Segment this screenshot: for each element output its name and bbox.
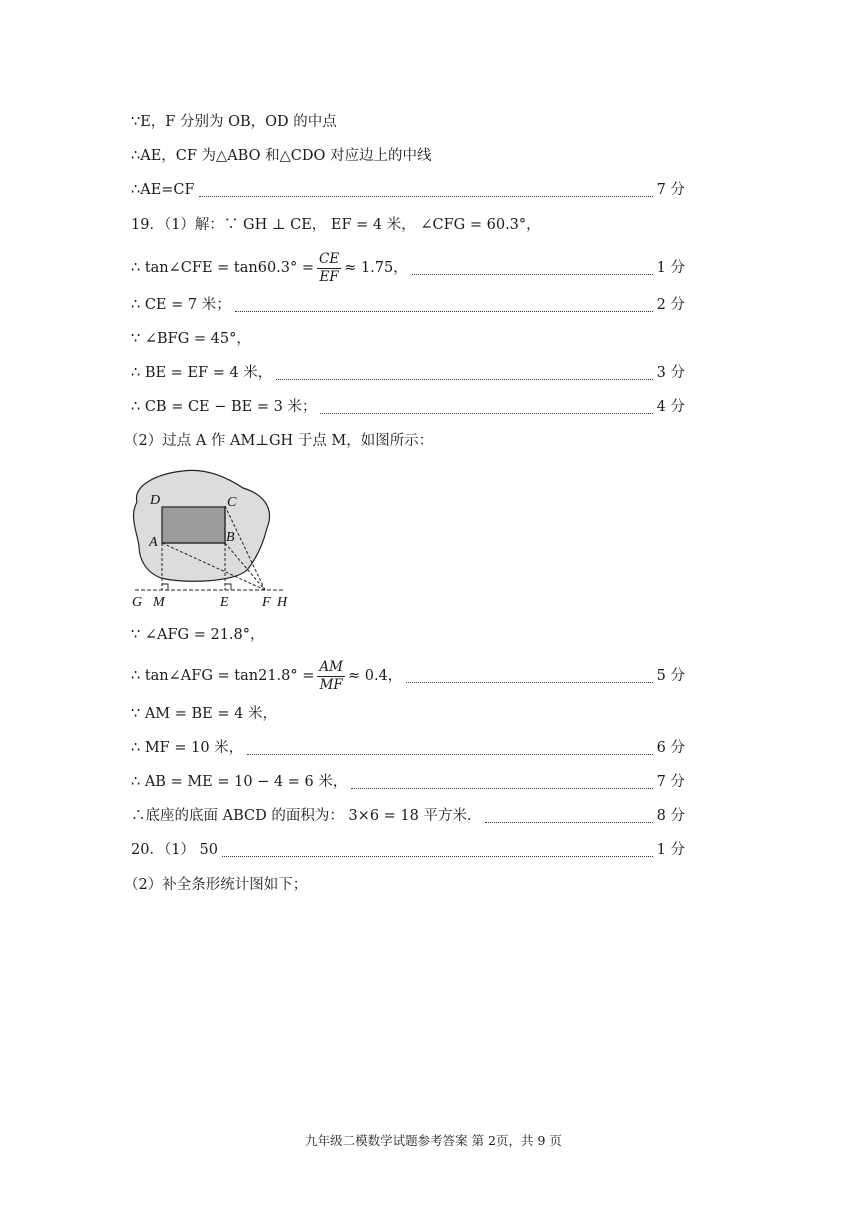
score: 8 分 bbox=[656, 808, 685, 824]
score: 7 分 bbox=[656, 774, 685, 790]
line-6: ∵ ∠BFG = 45°， bbox=[131, 331, 251, 347]
leader-dots bbox=[406, 670, 652, 683]
leader-dots bbox=[247, 742, 652, 755]
label-g: G bbox=[132, 595, 143, 610]
line-8: ∴ CB = CE − BE = 3 米； 4 分 bbox=[131, 395, 685, 419]
geometry-figure bbox=[125, 466, 295, 616]
line-9: （2）过点 A 作 AM⊥GH 于点 M，如图所示： bbox=[124, 433, 434, 449]
leader-dots bbox=[235, 299, 653, 312]
leader-dots bbox=[276, 367, 652, 380]
fraction-am-mf: $\frac{AM}{MF}$ bbox=[319, 658, 343, 693]
label-f: F bbox=[262, 595, 271, 610]
line-7: ∴ BE = EF = 4 米， 3 分 bbox=[131, 361, 685, 385]
line-15: ∴底座的底面 ABCD 的面积为： 3×6 = 18 平方米． 8 分 bbox=[131, 804, 685, 828]
line-16: 20．（1） 50 1 分 bbox=[131, 838, 685, 862]
line-0: ∵E，F 分别为 OB，OD 的中点 bbox=[131, 114, 337, 130]
label-b: B bbox=[226, 530, 235, 545]
score: 4 分 bbox=[656, 399, 685, 415]
line-5: ∴ CE = 7 米； 2 分 bbox=[131, 293, 685, 317]
line-17: （2）补全条形统计图如下； bbox=[124, 877, 308, 893]
leader-dots bbox=[485, 810, 652, 823]
base-rect bbox=[162, 507, 225, 543]
score: 7 分 bbox=[656, 182, 685, 198]
score: 1 分 bbox=[656, 842, 685, 858]
score: 5 分 bbox=[656, 668, 685, 684]
line-2: ∴AE=CF 7 分 bbox=[131, 178, 685, 202]
score: 1 分 bbox=[656, 260, 685, 276]
label-e: E bbox=[220, 595, 229, 610]
score: 6 分 bbox=[656, 740, 685, 756]
line-14: ∴ AB = ME = 10 − 4 = 6 米， 7 分 bbox=[131, 770, 685, 794]
leader-dots bbox=[222, 844, 653, 857]
fraction-ce-ef: $\frac{CE}{EF}$ bbox=[319, 250, 340, 285]
line-11: ∴ tan∠AFG = tan21.8° = $\frac{AM}{MF}$ ≈ 0.4， 5 分 bbox=[131, 658, 685, 693]
page-footer: 九年级二模数学试题参考答案 第 2页，共 9 页 bbox=[305, 1133, 562, 1148]
line-13: ∴ MF = 10 米， 6 分 bbox=[131, 736, 685, 760]
leader-dots bbox=[351, 776, 652, 789]
leader-dots bbox=[320, 401, 652, 414]
line-4: ∴ tan∠CFE = tan60.3° = $\frac{CE}{EF}$ ≈ 1.75， 1 分 bbox=[131, 250, 685, 285]
label-h: H bbox=[277, 595, 288, 610]
line-3: 19．（1）解：∵ GH ⊥ CE， EF = 4 米， ∠CFG = 60.3°， bbox=[131, 217, 541, 233]
line-1: ∴AE，CF 为△ABO 和△CDO 对应边上的中线 bbox=[131, 148, 432, 164]
leader-dots bbox=[199, 184, 653, 197]
score: 3 分 bbox=[656, 365, 685, 381]
label-a: A bbox=[149, 535, 158, 550]
line-12: ∵ AM = BE = 4 米， bbox=[131, 706, 277, 722]
leader-dots bbox=[412, 262, 653, 275]
label-c: C bbox=[227, 495, 237, 510]
score: 2 分 bbox=[656, 297, 685, 313]
line-10: ∵ ∠AFG = 21.8°， bbox=[131, 627, 265, 643]
label-d: D bbox=[150, 493, 161, 508]
label-m: M bbox=[153, 595, 165, 610]
